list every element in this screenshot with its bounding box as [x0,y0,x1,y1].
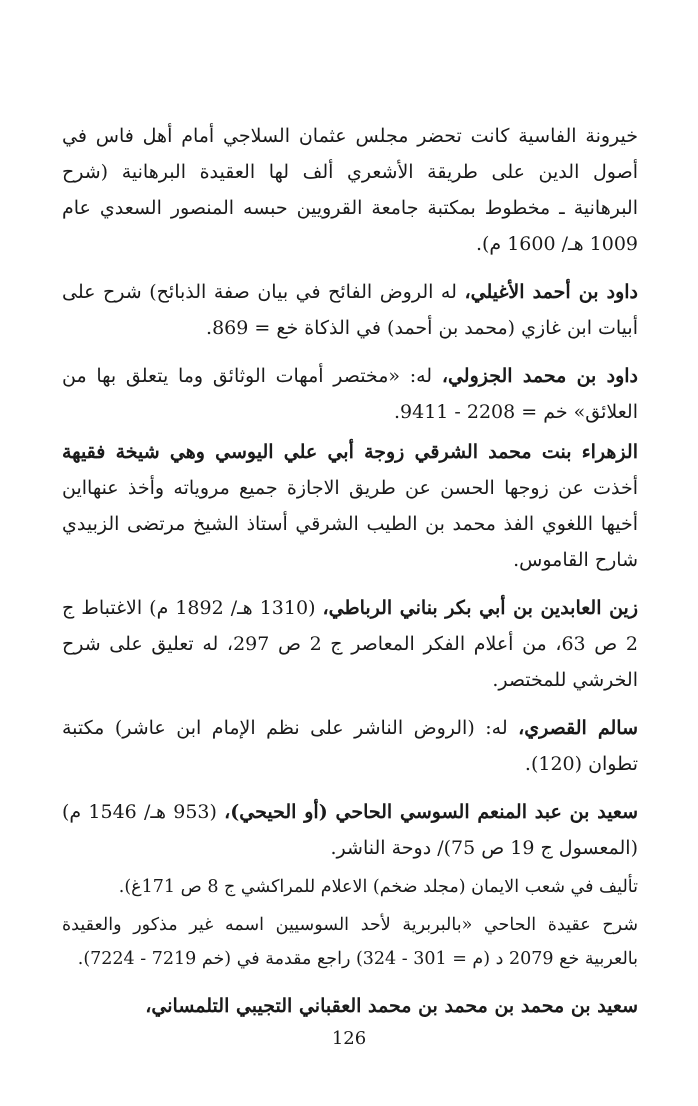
entry-dawud-jazuli [62,358,638,430]
entry-name: سالم القصري، [518,717,638,739]
entry-text: له: «مختصر أمهات الوثائق وما يتعلق بها من العلائق» خم = 2208 - 9411. [62,365,638,423]
entry-text: خيرونة الفاسية كانت تحضر مجلس عثمان السلاجي أمام أهل فاس في أصول الدين على طريقة الأشعري ألف لها العقيدة البرهانية (شرح البرهانية ـ مخطوط بمكتبة جامعة القرويين حبسه المنصور السعدي عام 1009 هـ/ 1600 م). [62,125,638,255]
entry-text: تأليف في شعب الايمان (مجلد ضخم) الاعلام للمراكشي ج 8 ص 171غ). [118,877,638,897]
entry-name: داود بن محمد الجزولي، [441,365,638,387]
entry-text: شرح عقيدة الحاحي «بالبربرية لأحد السوسيين اسمه غير مذكور والعقيدة بالعربية خع 2079 د (م = 301 - 324) راجع مقدمة في (خم 7219 - 7224). [62,915,638,969]
entry-text: له الروض الفائح في بيان صفة الذبائح) شرح على أبيات ابن غازي (محمد بن أحمد) في الذكاة خع = 869. [62,281,638,339]
entry-dawud-aghili [62,274,638,346]
entry-zayn-al-abidin [62,590,638,698]
entry-text: (953 هـ/ 1546 م) (المعسول ج 19 ص 75)/ دوحة الناشر. [62,801,638,859]
entry-name: الزهراء بنت محمد الشرقي زوجة أبي علي اليوسي وهي شيخة فقيهة [62,441,638,463]
entry-name: داود بن أحمد الأغيلي، [464,281,638,303]
entry-talif-shuab [62,870,638,904]
entry-said-uqbani [62,988,638,1024]
entry-sharh-aqida [62,908,638,976]
entry-text: له: (الروض الناشر على نظم الإمام ابن عاشر) مكتبة تطوان (120). [62,717,638,775]
page-number: 126 [331,1028,367,1049]
entry-name: سعيد بن محمد بن محمد بن محمد العقباني التجيبي التلمساني، [145,995,638,1017]
entry-khayruna [62,118,638,262]
entry-name: زين العابدين بن أبي بكر بناني الرباطي، [322,597,638,619]
entry-said-susi [62,794,638,866]
entry-text: (1310 هـ/ 1892 م) الاغتباط ج 2 ص 63، من أعلام الفكر المعاصر ج 2 ص 297، له تعليق على شرح الخرشي للمختصر. [62,597,638,691]
entry-salim-qasri [62,710,638,782]
entry-name: سعيد بن عبد المنعم السوسي الحاحي (أو الحيحي)، [224,801,639,823]
entry-text: أخذت عن زوجها الحسن عن طريق الاجازة جميع مروياته وأخذ عنهااين أخيها اللغوي الفذ محمد بن الطيب الشرقي أستاذ الشيخ مرتضى الزبيدي شارح القاموس. [62,477,638,571]
document-page [62,118,638,1078]
entry-zahra [62,434,638,578]
